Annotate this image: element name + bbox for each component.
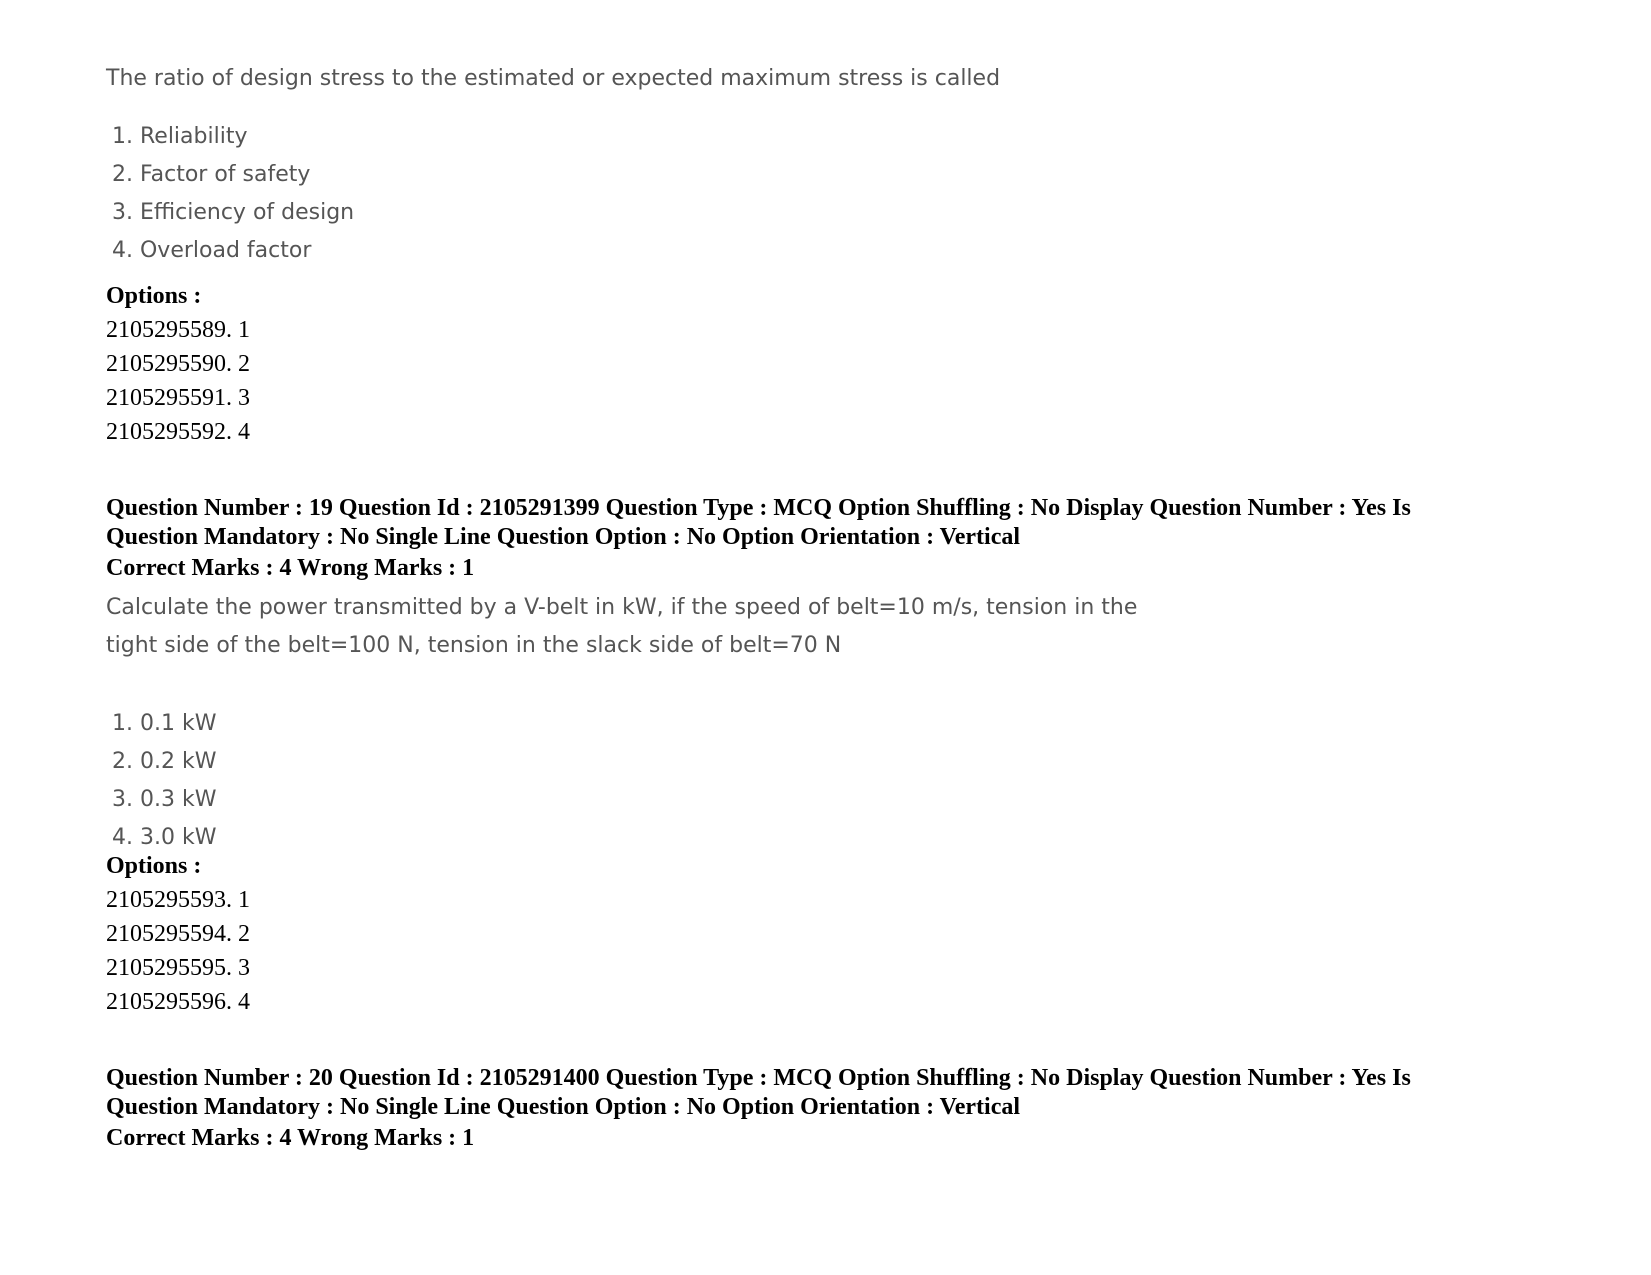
question-20-marks (106, 1124, 1546, 1153)
question-19-marks (106, 554, 1546, 583)
question-text: Calculate the power transmitted by a V-belt in kW, if the speed of belt=10 m/s, tension in the (106, 595, 1138, 620)
option-item: 2105295590. 2 (106, 351, 250, 377)
choice-item: 2. Factor of safety (112, 162, 311, 187)
question-meta-line: Question Mandatory : No Single Line Question Option : No Option Orientation : Vertical (106, 524, 1021, 550)
question-19-choices (106, 705, 1546, 857)
choice-item: 3. Efficiency of design (112, 200, 355, 225)
question-20-meta (106, 1064, 1546, 1122)
question-meta-line: Question Number : 20 Question Id : 2105291400 Question Type : MCQ Option Shuffling : No Display Question Number : Yes Is (106, 1065, 1411, 1091)
marks-line: Correct Marks : 4 Wrong Marks : 1 (106, 1125, 475, 1151)
options-label: Options : (106, 283, 202, 309)
option-item: 2105295595. 3 (106, 955, 250, 981)
choice-item: 1. 0.1 kW (112, 711, 217, 736)
choice-item: 4. 3.0 kW (112, 825, 217, 850)
question-19-meta (106, 494, 1546, 552)
question-meta-line: Question Number : 19 Question Id : 2105291399 Question Type : MCQ Option Shuffling : No Display Question Number : Yes Is (106, 495, 1411, 521)
question-18-text (106, 60, 1546, 98)
marks-line: Correct Marks : 4 Wrong Marks : 1 (106, 555, 475, 581)
option-item: 2105295592. 4 (106, 419, 250, 445)
options-label: Options : (106, 853, 202, 879)
question-18-options (106, 279, 1546, 449)
choice-item: 1. Reliability (112, 124, 248, 149)
question-19-text (106, 589, 1546, 665)
question-meta-line: Question Mandatory : No Single Line Question Option : No Option Orientation : Vertical (106, 1094, 1021, 1120)
question-text: tight side of the belt=100 N, tension in the slack side of belt=70 N (106, 633, 842, 658)
option-item: 2105295596. 4 (106, 989, 250, 1015)
question-19-options (106, 849, 1546, 1019)
question-18-choices (106, 118, 1546, 270)
option-item: 2105295589. 1 (106, 317, 250, 343)
choice-item: 2. 0.2 kW (112, 749, 217, 774)
choice-item: 3. 0.3 kW (112, 787, 217, 812)
option-item: 2105295594. 2 (106, 921, 250, 947)
option-item: 2105295593. 1 (106, 887, 250, 913)
choice-item: 4. Overload factor (112, 238, 312, 263)
option-item: 2105295591. 3 (106, 385, 250, 411)
question-text: The ratio of design stress to the estimated or expected maximum stress is called (106, 66, 1001, 91)
